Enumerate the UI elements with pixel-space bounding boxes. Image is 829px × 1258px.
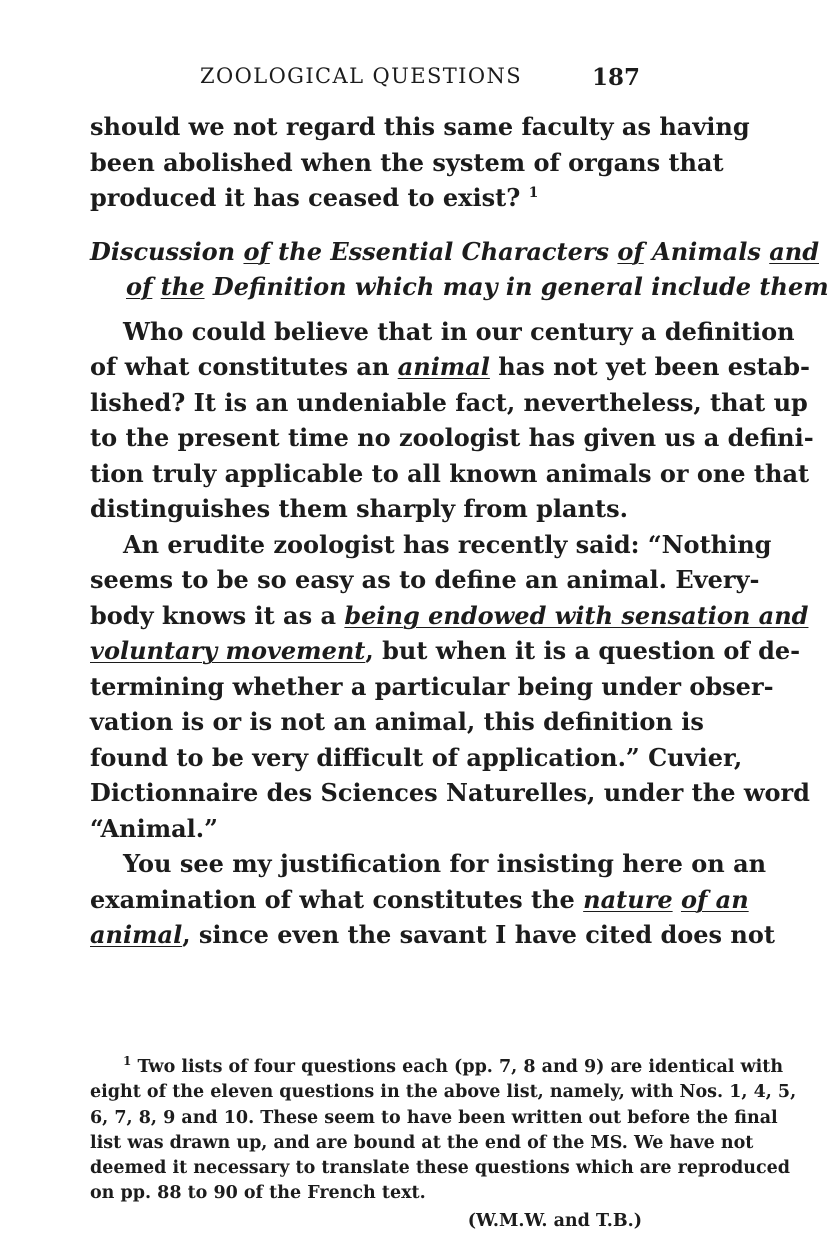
text-fragment: body knows it as a [90,600,345,630]
text-fragment: produced it has ceased to exist? [90,183,521,212]
emphasis-definition: voluntary movement [90,636,366,665]
heading-word: Discussion [90,236,236,266]
text-fragment: , but when it is a question of de- [365,636,801,665]
text-line: “Animal.” [90,813,218,843]
text-fragment: Two lists of four questions each (pp. 7, 8 and 9) are identical with [131,1057,784,1077]
footnote-line: on pp. 88 to 90 of the French text. [90,1183,426,1204]
text-line [90,598,809,634]
text-line: distinguishes them sharply from plants. [90,494,628,523]
text-fragment: has not yet been estab- [489,352,810,381]
footnote-signature: (W.M.W. and T.B.) [467,1210,642,1231]
text-line [90,917,775,953]
body-text [90,109,829,953]
heading-word: the [278,236,322,266]
text-line: been abolished when the system of organs that [90,147,724,177]
running-head [200,64,640,96]
emphasis-of-an: of an [680,884,749,914]
heading-word: Definition which [212,272,435,301]
text-fragment: examination of what constitutes the [90,884,584,914]
running-head-title: ZOOLOGICAL QUESTIONS [200,64,523,88]
text-line: termining whether a particular being under obser- [90,671,774,701]
heading-word: them [759,272,829,301]
text-line: Who could believe that in our century a definition [123,316,795,346]
text-line [90,349,810,385]
text-line: to the present time no zoologist has given us a defini- [90,423,814,452]
section-heading [90,234,829,305]
footnote-line: list was drawn up, and are bound at the end of the MS. We have not [90,1132,754,1153]
footnote [90,1054,797,1234]
footnote-marker: 1 [123,1054,132,1068]
text-line: Dictionnaire des Sciences Naturelles, under the word [90,778,810,807]
text-line [90,180,642,216]
heading-word: of [126,272,153,301]
text-line: You see my justification for insisting here on an [123,849,767,878]
emphasis-nature: nature [583,884,673,914]
page-number: 187 [591,64,640,91]
emphasis-animal: animal [90,920,183,949]
paragraph-3 [90,527,810,847]
footnote-line [90,1054,784,1080]
heading-word: Animals [652,236,761,266]
text-line: vation is or is not an animal, this definition is [90,707,704,736]
emphasis-definition: being endowed with sensation and [344,600,809,630]
text-fragment: , since even the savant I have cited does not [182,920,775,949]
heading-word: Essential Characters [330,236,610,266]
text-line: should we not regard this same faculty as having [90,112,750,141]
text-fragment [673,885,681,914]
text-line: lished? It is an undeniable fact, nevertheless, that up [90,387,808,417]
footnote-line: deemed it necessary to translate these questions which are reproduced [90,1158,791,1179]
heading-word: the [160,272,205,301]
text-line: An erudite zoologist has recently said: “Nothing [123,529,772,559]
text-line: tion truly applicable to all known animals or one that [90,458,810,488]
heading-word: and [769,236,819,266]
footnote-reference: 1 [528,185,539,201]
text-fragment: of what constitutes an [90,352,398,381]
heading-word: may in general include [442,272,752,301]
paragraph-1 [90,109,750,216]
text-line [90,882,749,918]
paragraph-4 [90,846,775,953]
heading-line [90,269,829,305]
text-line: seems to be so easy as to define an animal. Every- [90,565,760,594]
emphasis-animal: animal [397,352,490,381]
heading-word: of [243,236,270,266]
footnote-line: eight of the eleven questions in the above list, namely, with Nos. 1, 4, 5, [90,1082,797,1103]
paragraph-2 [90,314,814,527]
heading-line [90,234,819,270]
heading-word: of [617,236,644,266]
footnote-line: 6, 7, 8, 9 and 10. These seem to have been written out before the final [90,1107,778,1128]
text-line [90,633,801,669]
text-line: found to be very difficult of application.” Cuvier, [90,742,743,772]
